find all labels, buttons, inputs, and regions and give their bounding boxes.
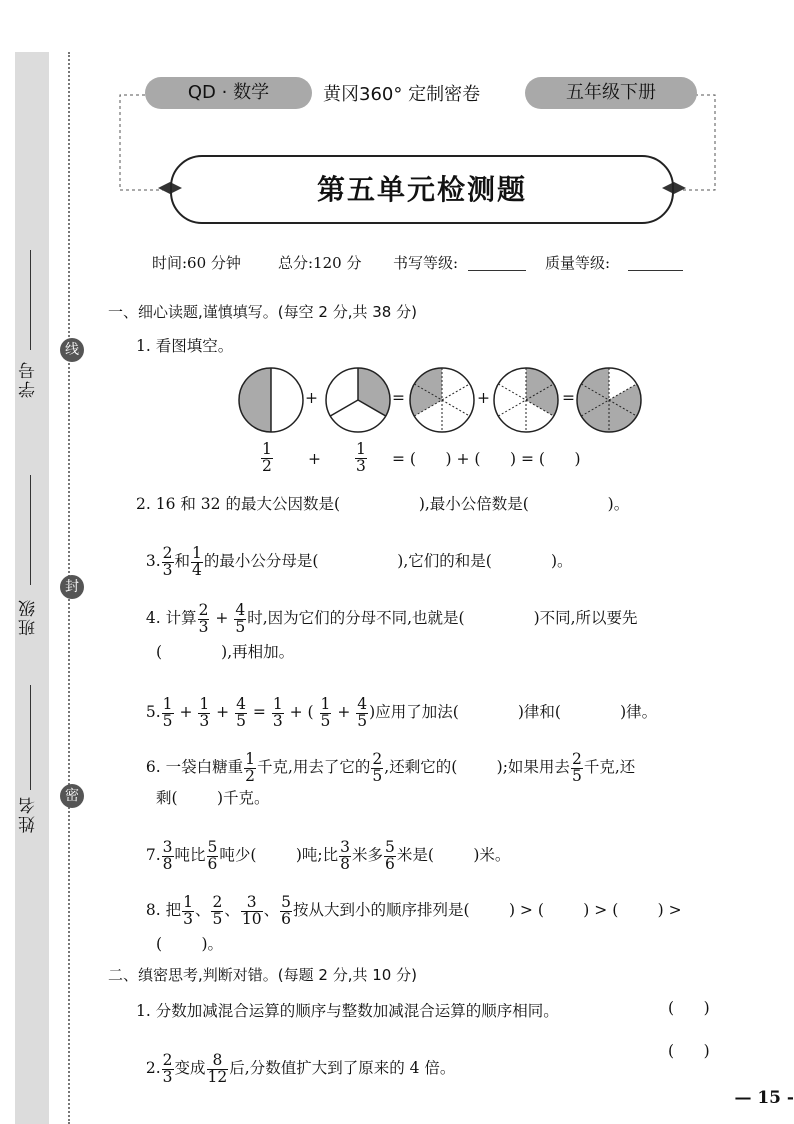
writing-grade-label: 书写等级: bbox=[393, 254, 459, 272]
grade-pill: 五年级下册 bbox=[525, 77, 697, 109]
fraction-circles bbox=[236, 365, 646, 437]
question-2[interactable]: 2. 16 和 32 的最大公因数是( ),最小公倍数是( )。 bbox=[136, 495, 630, 513]
question-7[interactable]: 7. $\frac{3}{8}$ 吨比 $\frac{5}{6}$ 吨少( )吨;比 $\frac{3}{8}$ 米多 $\frac{5}{6}$ 米是( )米。 bbox=[145, 838, 511, 873]
question-8-line2[interactable]: ( )。 bbox=[156, 935, 224, 953]
quality-grade-label: 质量等级: bbox=[545, 254, 611, 272]
section-2-title: 二、缜密思考,判断对错。(每题 2 分,共 10 分) bbox=[108, 966, 417, 984]
q1-fraction-third: $\frac{1}{3}$ bbox=[356, 440, 366, 475]
judge-1: 1. 分数加减混合运算的顺序与整数加减混合运算的顺序相同。 bbox=[136, 1002, 559, 1020]
question-6[interactable]: 6. 一袋白糖重 $\frac{1}{2}$ 千克,用去了它的 $\frac{2}{5}$ ,还剩它的( );如果用去 $\frac{2}{5}$ 千克,还 bbox=[145, 750, 636, 785]
student-id-label: 学号 bbox=[19, 360, 39, 398]
circle-third bbox=[326, 368, 390, 432]
op-plus-1: + bbox=[305, 389, 318, 407]
subject-pill: QD · 数学 bbox=[145, 77, 312, 109]
op-equals-1: = bbox=[392, 389, 405, 407]
judge-1-answer[interactable]: ( ) bbox=[668, 999, 710, 1017]
quality-grade-blank[interactable] bbox=[628, 270, 683, 271]
circle-sixths-a bbox=[410, 368, 474, 432]
question-4-line2[interactable]: ( ),再相加。 bbox=[156, 643, 295, 661]
op-plus-2: + bbox=[477, 389, 490, 407]
binding-mark-secret: 密 bbox=[60, 784, 84, 808]
question-5[interactable]: 5. $\frac{1}{5}$ + $\frac{1}{3}$ + $\frac{4}{5}$ = $\frac{1}{3}$ + ( $\frac{1}{5}$ + $\frac{4}{5}$ )应用了加法( )律和( )律。 bbox=[145, 695, 658, 730]
name-line bbox=[30, 685, 31, 790]
circle-sixths-b bbox=[494, 368, 558, 432]
question-1: 1. 看图填空。 bbox=[136, 337, 234, 355]
class-line bbox=[30, 475, 31, 585]
circle-sixths-c bbox=[577, 368, 641, 432]
section-1-title: 一、细心读题,谨慎填写。(每空 2 分,共 38 分) bbox=[108, 303, 417, 321]
page-title: 第五单元检测题 bbox=[170, 155, 674, 224]
class-label: 班级 bbox=[19, 598, 39, 636]
judge-2-answer[interactable]: ( ) bbox=[668, 1042, 710, 1060]
student-id-line bbox=[30, 250, 31, 350]
series-name: 黄冈360° 定制密卷 bbox=[323, 84, 481, 105]
judge-2: 2. $\frac{2}{3}$ 变成 $\frac{8}{12}$ 后,分数值扩大到了原来的 4 倍。 bbox=[145, 1051, 456, 1086]
question-4[interactable]: 4. 计算 $\frac{2}{3}$ + $\frac{4}{5}$ 时,因为它们的分母不同,也就是( )不同,所以要先 bbox=[145, 601, 638, 636]
binding-strip bbox=[15, 52, 49, 1124]
binding-mark-seal: 封 bbox=[60, 575, 84, 599]
q1-plus: + bbox=[308, 450, 321, 468]
question-3[interactable]: 3. $\frac{2}{3}$ 和 $\frac{1}{4}$ 的最小公分母是( ),它们的和是( )。 bbox=[145, 544, 573, 579]
circle-half bbox=[239, 368, 303, 432]
question-8[interactable]: 8. 把 $\frac{1}{3}$ 、 $\frac{2}{5}$ 、 $\frac{3}{10}$ 、 $\frac{5}{6}$ 按从大到小的顺序排列是( ) > ( ) > ( ) > bbox=[145, 893, 682, 928]
time-info: 时间:60 分钟 bbox=[152, 254, 241, 272]
writing-grade-blank[interactable] bbox=[468, 270, 526, 271]
question-6-line2[interactable]: 剩( )千克。 bbox=[156, 789, 270, 807]
page-number: — 15 - bbox=[734, 1088, 794, 1108]
q1-fraction-half: $\frac{1}{2}$ bbox=[262, 440, 272, 475]
q1-answer-blanks[interactable]: = ( ) + ( ) = ( ) bbox=[392, 450, 581, 468]
binding-mark-line: 线 bbox=[60, 338, 84, 362]
op-equals-2: = bbox=[562, 389, 575, 407]
total-info: 总分:120 分 bbox=[278, 254, 362, 272]
name-label: 姓名 bbox=[19, 795, 39, 833]
